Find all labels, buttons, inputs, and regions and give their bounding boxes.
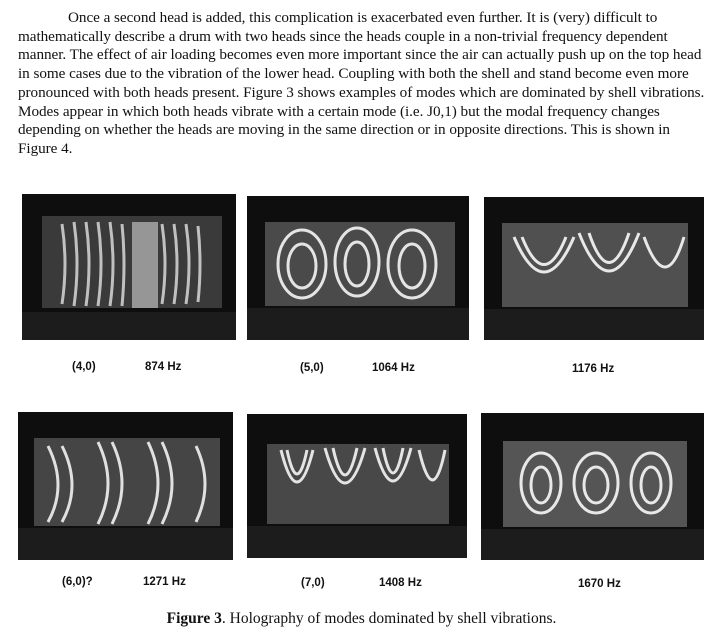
panel-5-freq: 1408 Hz	[379, 577, 422, 589]
panel-1-freq: 874 Hz	[145, 361, 182, 373]
hologram-photo-5	[247, 414, 467, 558]
panel-5-mode: (7,0)	[301, 577, 325, 589]
body-paragraph: Once a second head is added, this complication is exacerbated even further. It is (very) difficult to mathematically describe a drum with two heads since the heads couple in a non-trivial frequency dependent manner. The effect of air loading becomes even more important since the air can actually push up on the top head in some cases due to the vibration of the lower head. Coupling with both the shell and stand become even more pronounced with both heads present. Figure 3 shows examples of modes which are dominated by shell vibrations. Modes appear in which both heads vibrate with a certain mode (i.e. J0,1) but the modal frequency changes depending on whether the heads are moving in the same direction or in opposite directions. This is shown in Figure 4.	[18, 9, 705, 157]
hologram-photo-6	[481, 413, 704, 560]
panel-4-freq: 1271 Hz	[143, 576, 186, 588]
panel-2-mode: (5,0)	[300, 362, 324, 374]
hologram-photo-2	[247, 196, 469, 340]
panel-6-freq: 1670 Hz	[578, 578, 621, 590]
panel-3-freq: 1176 Hz	[572, 363, 615, 375]
panel-4-mode: (6,0)?	[62, 576, 93, 588]
hologram-photo-1	[22, 194, 236, 340]
panel-1-mode: (4,0)	[72, 361, 96, 373]
figure-caption	[0, 610, 723, 628]
hologram-photo-4	[18, 412, 233, 560]
figure-caption-text: . Holography of modes dominated by shell vibrations.	[221, 610, 557, 627]
figure-label: Figure 3	[166, 610, 222, 627]
hologram-photo-3	[484, 197, 704, 340]
panel-2-freq: 1064 Hz	[372, 362, 415, 374]
